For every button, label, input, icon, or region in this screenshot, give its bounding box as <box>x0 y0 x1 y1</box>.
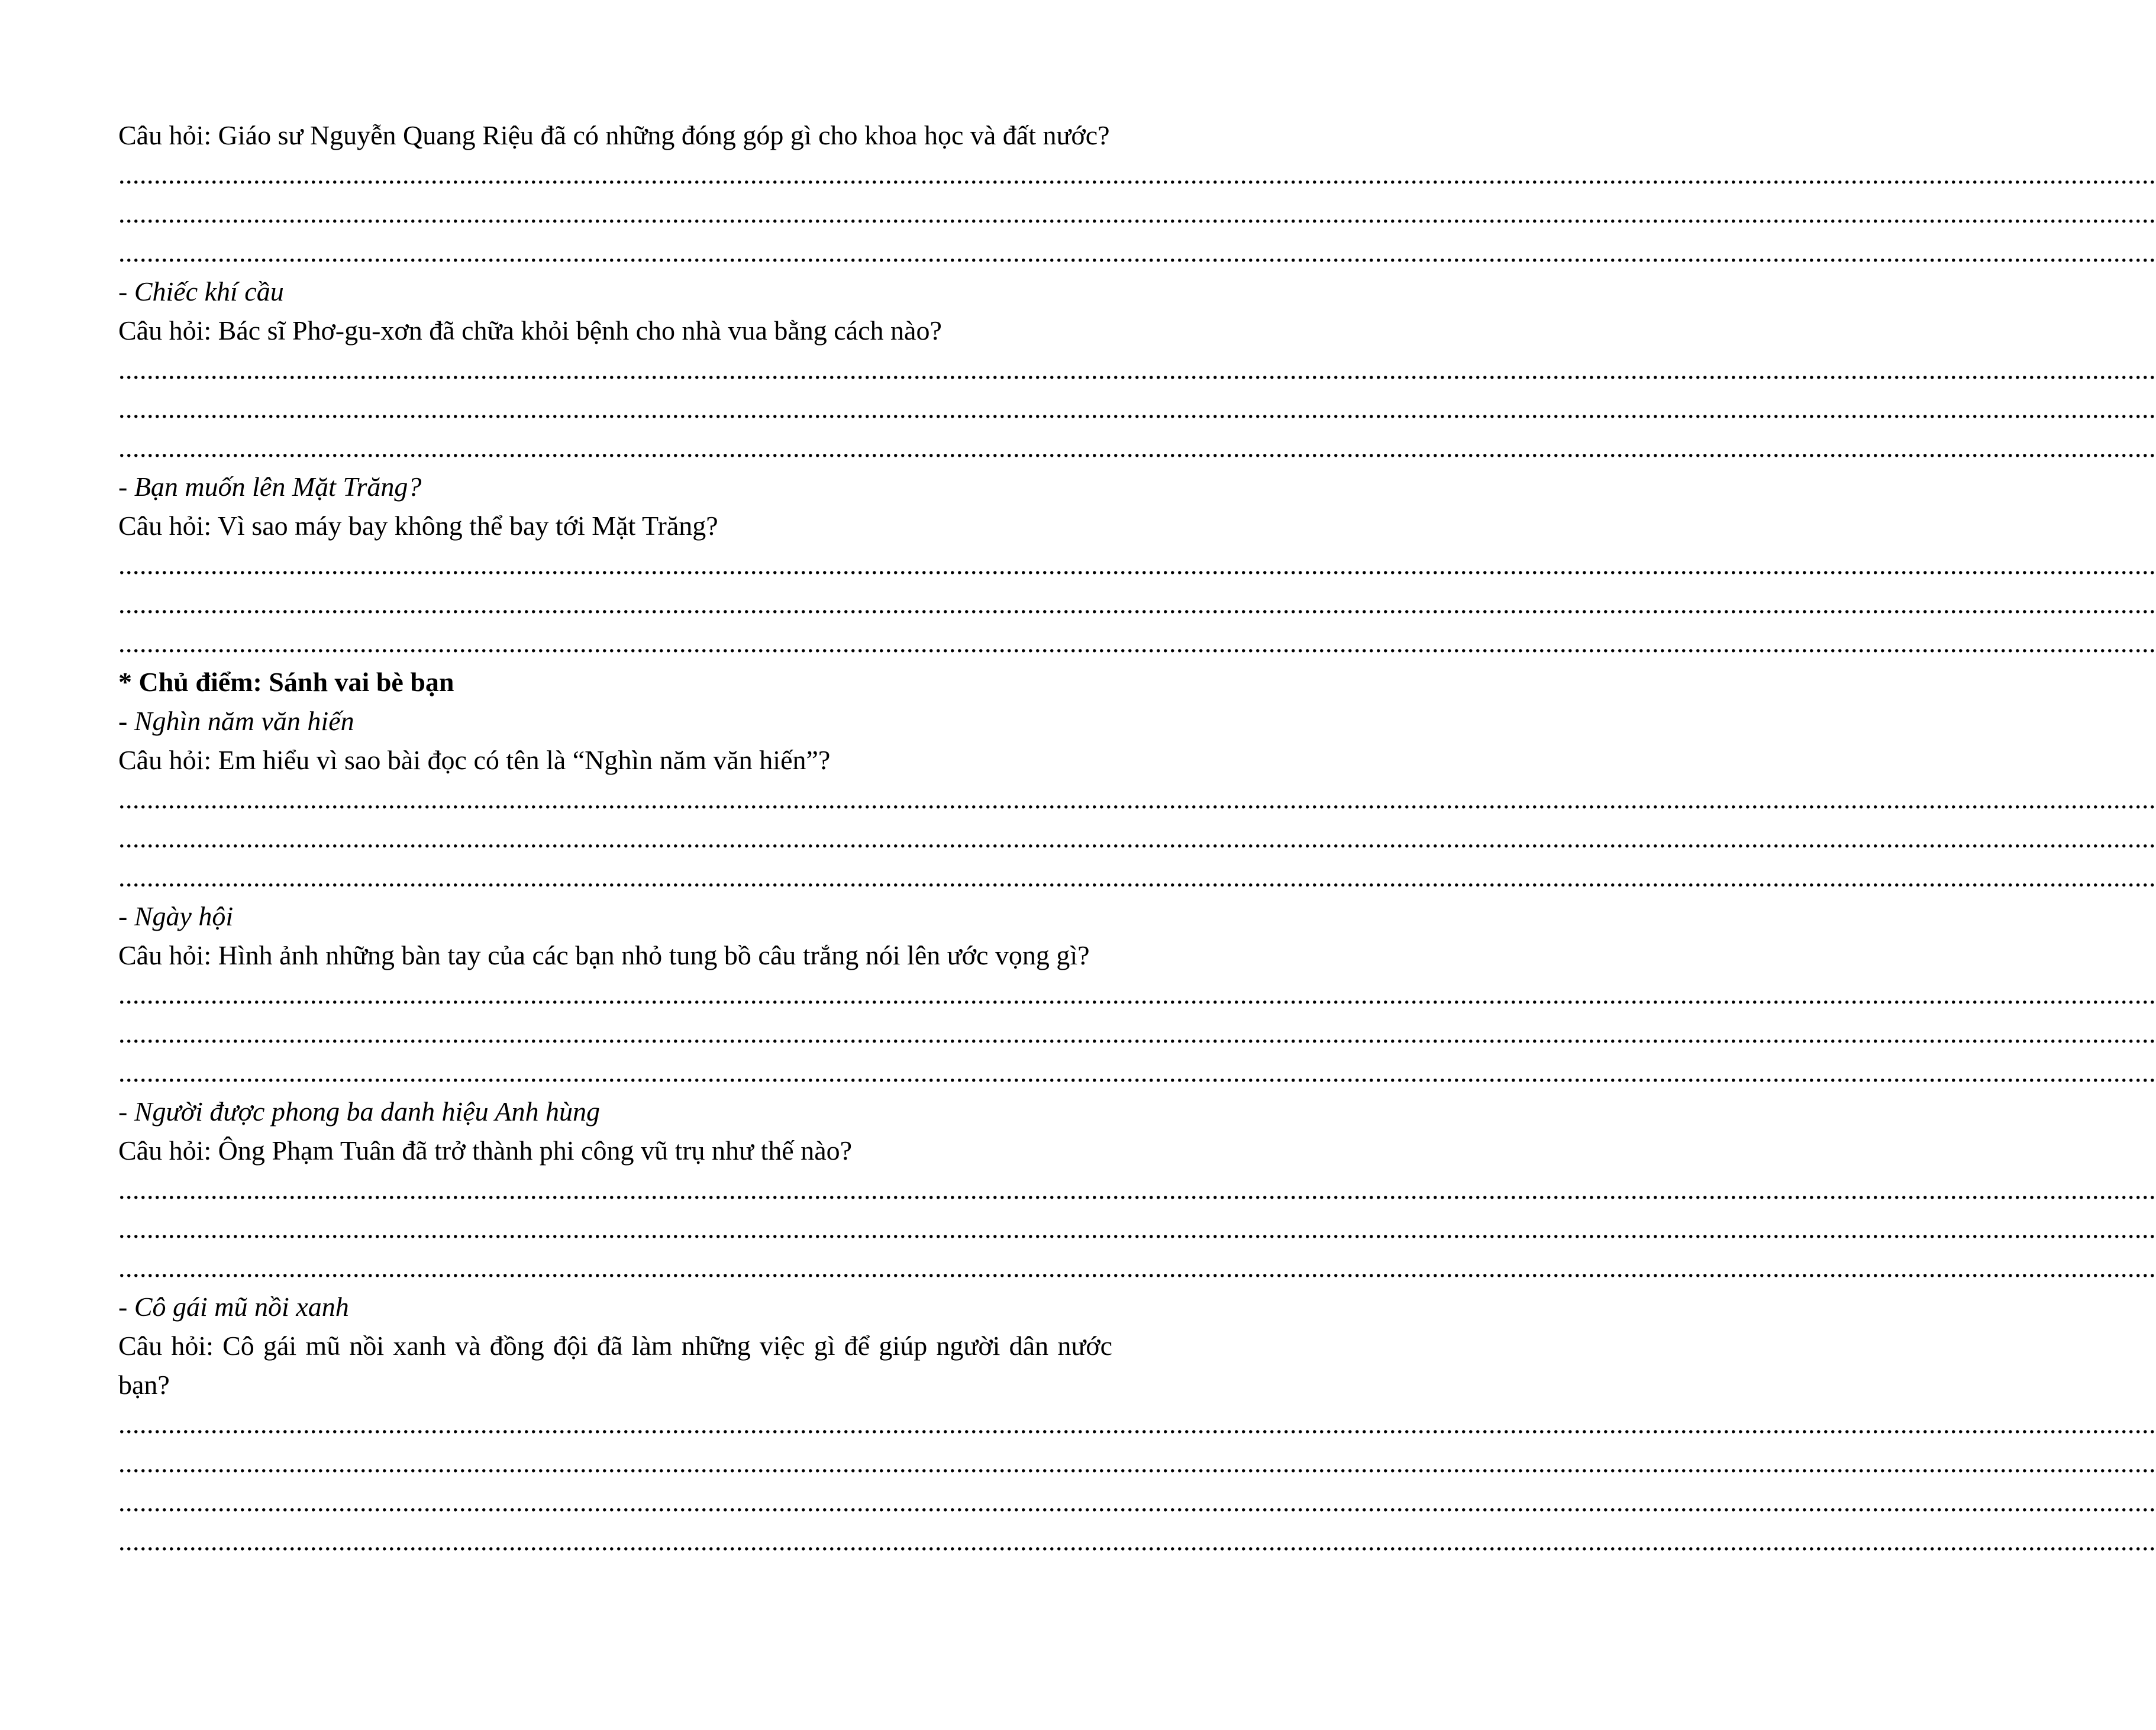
question-text: Câu hỏi: Bác sĩ Phơ-gu-xơn đã chữa khỏi bệnh cho nhà vua bằng cách nào? <box>118 315 942 346</box>
answer-line[interactable]: ............................................................................................................................................................................................................................................................................................... <box>118 1174 2156 1205</box>
answer-line[interactable]: ............................................................................................................................................................................................................................................................................................... <box>118 1057 2156 1087</box>
question-text: Câu hỏi: Hình ảnh những bàn tay của các bạn nhỏ tung bồ câu trắng nói lên ước vọng gì? <box>118 940 1090 970</box>
answer-line[interactable]: ............................................................................................................................................................................................................................................................................................... <box>118 1448 2156 1478</box>
answer-line[interactable]: ............................................................................................................................................................................................................................................................................................... <box>118 550 2156 580</box>
lesson-title: - Người được phong ba danh hiệu Anh hùng <box>118 1096 600 1127</box>
question-block <box>118 1287 2156 1561</box>
answer-line[interactable]: ............................................................................................................................................................................................................................................................................................... <box>118 159 2156 189</box>
answer-line[interactable]: ............................................................................................................................................................................................................................................................................................... <box>118 1018 2156 1048</box>
lesson-title: - Chiếc khí cầu <box>118 276 284 306</box>
answer-line[interactable]: ............................................................................................................................................................................................................................................................................................... <box>118 1487 2156 1517</box>
question-text: Câu hỏi: Cô gái mũ nồi xanh và đồng đội đã làm những việc gì để giúp người dân nước bạn? <box>118 1331 1112 1400</box>
question-text: Câu hỏi: Giáo sư Nguyễn Quang Riệu đã có những đóng góp gì cho khoa học và đất nước? <box>118 120 1110 150</box>
answer-line[interactable]: ............................................................................................................................................................................................................................................................................................... <box>118 1526 2156 1556</box>
question-block <box>118 1092 2156 1287</box>
answer-line[interactable]: ............................................................................................................................................................................................................................................................................................... <box>118 1253 2156 1283</box>
answer-line[interactable]: ............................................................................................................................................................................................................................................................................................... <box>118 393 2156 424</box>
lesson-title: - Ngày hội <box>118 901 234 931</box>
question-block <box>118 467 2156 663</box>
question-block <box>118 897 2156 1092</box>
question-text: Câu hỏi: Ông Phạm Tuân đã trở thành phi công vũ trụ như thế nào? <box>118 1135 853 1166</box>
question-block <box>118 116 2156 272</box>
question-block <box>118 272 2156 467</box>
question-block <box>118 663 2156 897</box>
answer-line[interactable]: ............................................................................................................................................................................................................................................................................................... <box>118 1213 2156 1244</box>
answer-line[interactable]: ............................................................................................................................................................................................................................................................................................... <box>118 823 2156 853</box>
answer-line[interactable]: ............................................................................................................................................................................................................................................................................................... <box>118 784 2156 814</box>
answer-line[interactable]: ............................................................................................................................................................................................................................................................................................... <box>118 979 2156 1009</box>
answer-line[interactable]: ............................................................................................................................................................................................................................................................................................... <box>118 198 2156 228</box>
question-text: Câu hỏi: Em hiểu vì sao bài đọc có tên là “Nghìn năm văn hiến”? <box>118 745 831 775</box>
answer-line[interactable]: ............................................................................................................................................................................................................................................................................................... <box>118 589 2156 619</box>
section-heading: * Chủ điểm: Sánh vai bè bạn <box>118 667 454 697</box>
answer-line[interactable]: ............................................................................................................................................................................................................................................................................................... <box>118 432 2156 463</box>
answer-line[interactable]: ............................................................................................................................................................................................................................................................................................... <box>118 237 2156 267</box>
answer-line[interactable]: ............................................................................................................................................................................................................................................................................................... <box>118 862 2156 892</box>
answer-line[interactable]: ............................................................................................................................................................................................................................................................................................... <box>118 1409 2156 1439</box>
lesson-title: - Bạn muốn lên Mặt Trăng? <box>118 472 422 502</box>
question-text: Câu hỏi: Vì sao máy bay không thể bay tới Mặt Trăng? <box>118 511 718 541</box>
answer-line[interactable]: ............................................................................................................................................................................................................................................................................................... <box>118 354 2156 385</box>
answer-line[interactable]: ............................................................................................................................................................................................................................................................................................... <box>118 628 2156 658</box>
lesson-title: - Cô gái mũ nồi xanh <box>118 1292 349 1322</box>
lesson-title: - Nghìn năm văn hiến <box>118 706 354 736</box>
worksheet-page <box>118 116 2156 1561</box>
